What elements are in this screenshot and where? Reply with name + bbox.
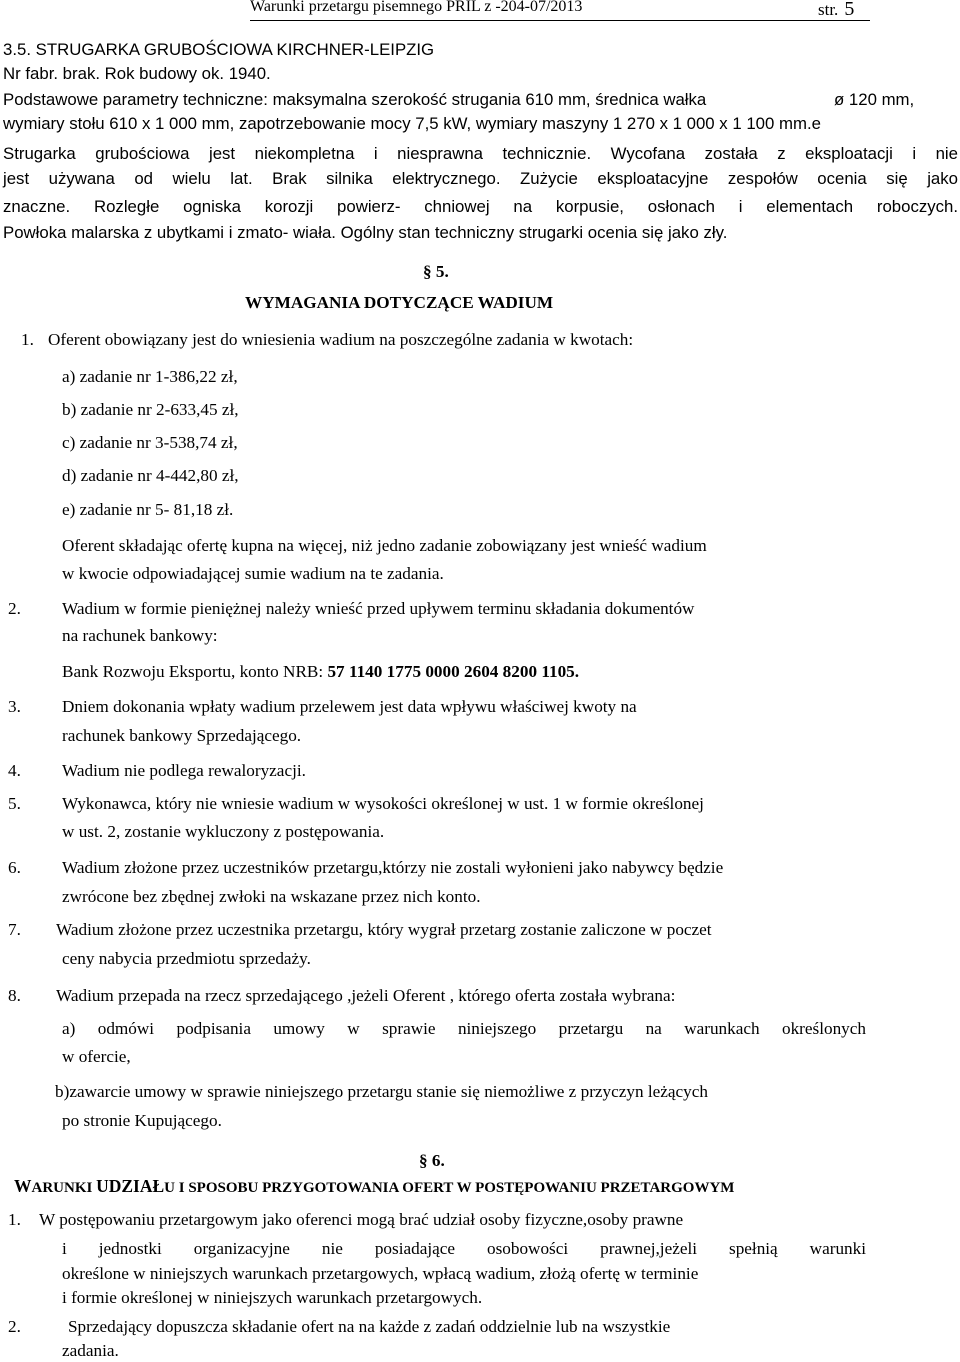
header-page-label: str.: [818, 0, 839, 19]
item-number: 6.: [8, 858, 21, 877]
item-subtext: a) odmówi podpisania umowy w sprawie niniejszego przetargu na warunkach określonych: [62, 1019, 866, 1038]
machine-params-line: Podstawowe parametry techniczne: maksymalna szerokość strugania 610 mm, średnica wałka: [3, 90, 707, 109]
machine-params-line: wymiary stołu 610 x 1 000 mm, zapotrzebowanie mocy 7,5 kW, wymiary maszyny 1 270 x 1 000 x 1 100 mm.e: [3, 114, 821, 133]
machine-desc-line: Strugarka grubościowa jest niekompletna i niesprawna technicznie. Wycofana została z eksploatacji i nie: [3, 144, 958, 163]
machine-desc-line: Powłoka malarska z ubytkami i zmato- wiała. Ogólny stan techniczny strugarki ocenia się jako zły.: [3, 223, 728, 242]
item-text: ceny nabycia przedmiotu sprzedaży.: [62, 949, 311, 968]
item-number: 7.: [8, 920, 21, 939]
item-text: rachunek bankowy Sprzedającego.: [62, 726, 302, 745]
header-rule: [250, 20, 870, 21]
wadium-amount: a) zadanie nr 1-386,22 zł,: [62, 367, 238, 386]
item-text: Wadium nie podlega rewaloryzacji.: [62, 761, 306, 780]
bank-account-line: [62, 661, 579, 683]
machine-params-diameter: ø 120 mm,: [834, 90, 915, 109]
item-text: Sprzedający dopuszcza składanie ofert na na każde z zadań oddzielnie lub na wszystkie: [68, 1317, 671, 1336]
item-text: Wadium przepada na rzecz sprzedającego ,jeżeli Oferent , którego oferta została wybrana:: [56, 986, 676, 1005]
section-5-title: WYMAGANIA DOTYCZĄCE WADIUM: [245, 293, 554, 312]
item-text: na rachunek bankowy:: [62, 626, 218, 645]
item-text: Wadium złożone przez uczestników przetargu,którzy nie zostali wyłonieni jako nabywcy będzie: [62, 858, 724, 877]
item-number: 3.: [8, 697, 21, 716]
header-page-number: 5: [844, 0, 855, 20]
item-subtext: w ofercie,: [62, 1047, 131, 1066]
item-number: 4.: [8, 761, 21, 780]
item-text: w ust. 2, zostanie wykluczony z postępowania.: [62, 822, 385, 841]
wadium-obligation-text: Oferent obowiązany jest do wniesienia wadium na poszczególne zadania w kwotach:: [48, 330, 634, 349]
wadium-amount: b) zadanie nr 2-633,45 zł,: [62, 400, 239, 419]
item-text: Dniem dokonania wpłaty wadium przelewem jest data wpływu właściwej kwoty na: [62, 697, 637, 716]
header-page: [818, 0, 854, 21]
wadium-amount: e) zadanie nr 5- 81,18 zł.: [62, 500, 234, 519]
item-text: i formie określonej w niniejszych warunkach przetargowych.: [62, 1288, 483, 1307]
machine-title: 3.5. STRUGARKA GRUBOŚCIOWA KIRCHNER-LEIPZIG: [3, 40, 435, 59]
running-header: [250, 0, 870, 20]
item-number: 2.: [8, 599, 21, 618]
machine-meta: Nr fabr. brak. Rok budowy ok. 1940.: [3, 64, 271, 83]
item-number: 1.: [8, 1210, 21, 1229]
machine-desc-line: jest używana od wielu lat. Brak silnika elektrycznego. Zużycie eksploatacyjne zespołów ocenia się jako: [3, 169, 958, 188]
item-text: zwrócone bez zbędnej zwłoki na wskazane przez nich konto.: [62, 887, 481, 906]
item-text: i jednostki organizacyjne nie posiadające osobowości prawnej,jeżeli spełnią warunki: [62, 1239, 866, 1258]
item-subtext: b)zawarcie umowy w sprawie niniejszego przetargu stanie się niemożliwe z przyczyn leżących: [55, 1082, 708, 1101]
multi-task-note: Oferent składając ofertę kupna na więcej, niż jedno zadanie zobowiązany jest wnieść wadium: [62, 536, 707, 555]
section-5-number: § 5.: [423, 262, 449, 281]
item-number: 2.: [8, 1317, 21, 1336]
bank-prefix: Bank Rozwoju Eksportu, konto NRB:: [62, 662, 328, 681]
section-6-title: WARUNKI UDZIAŁU I SPOSOBU PRZYGOTOWANIA OFERT W POSTĘPOWANIU PRZETARGOWYM: [14, 1176, 735, 1196]
item-number: 1.: [21, 330, 34, 349]
item-subtext: po stronie Kupującego.: [62, 1111, 222, 1130]
item-text: W postępowaniu przetargowym jako oferenci mogą brać udział osoby fizyczne,osoby prawne: [39, 1210, 684, 1229]
item-text: określone w niniejszych warunkach przetargowych, wpłacą wadium, złożą ofertę w terminie: [62, 1264, 699, 1283]
multi-task-note: w kwocie odpowiadającej sumie wadium na te zadania.: [62, 564, 444, 583]
item-number: 8.: [8, 986, 21, 1005]
item-text: zadania.: [62, 1341, 119, 1360]
header-title: Warunki przetargu pisemnego PRIL z -204-07/2013: [250, 0, 583, 15]
wadium-amount: c) zadanie nr 3-538,74 zł,: [62, 433, 238, 452]
item-text: Wadium złożone przez uczestnika przetargu, który wygrał przetarg zostanie zaliczone w poczet: [56, 920, 712, 939]
wadium-amount: d) zadanie nr 4-442,80 zł,: [62, 466, 239, 485]
machine-desc-line: znaczne. Rozległe ogniska korozji powierz- chniowej na korpusie, osłonach i elementach roboczych.: [3, 197, 958, 216]
bank-account-number: 57 1140 1775 0000 2604 8200 1105.: [327, 662, 580, 681]
item-number: 5.: [8, 794, 21, 813]
item-text: Wykonawca, który nie wniesie wadium w wysokości określonej w ust. 1 w formie określonej: [62, 794, 704, 813]
section-6-number: § 6.: [419, 1151, 445, 1170]
item-text: Wadium w formie pieniężnej należy wnieść przed upływem terminu składania dokumentów: [62, 599, 695, 618]
